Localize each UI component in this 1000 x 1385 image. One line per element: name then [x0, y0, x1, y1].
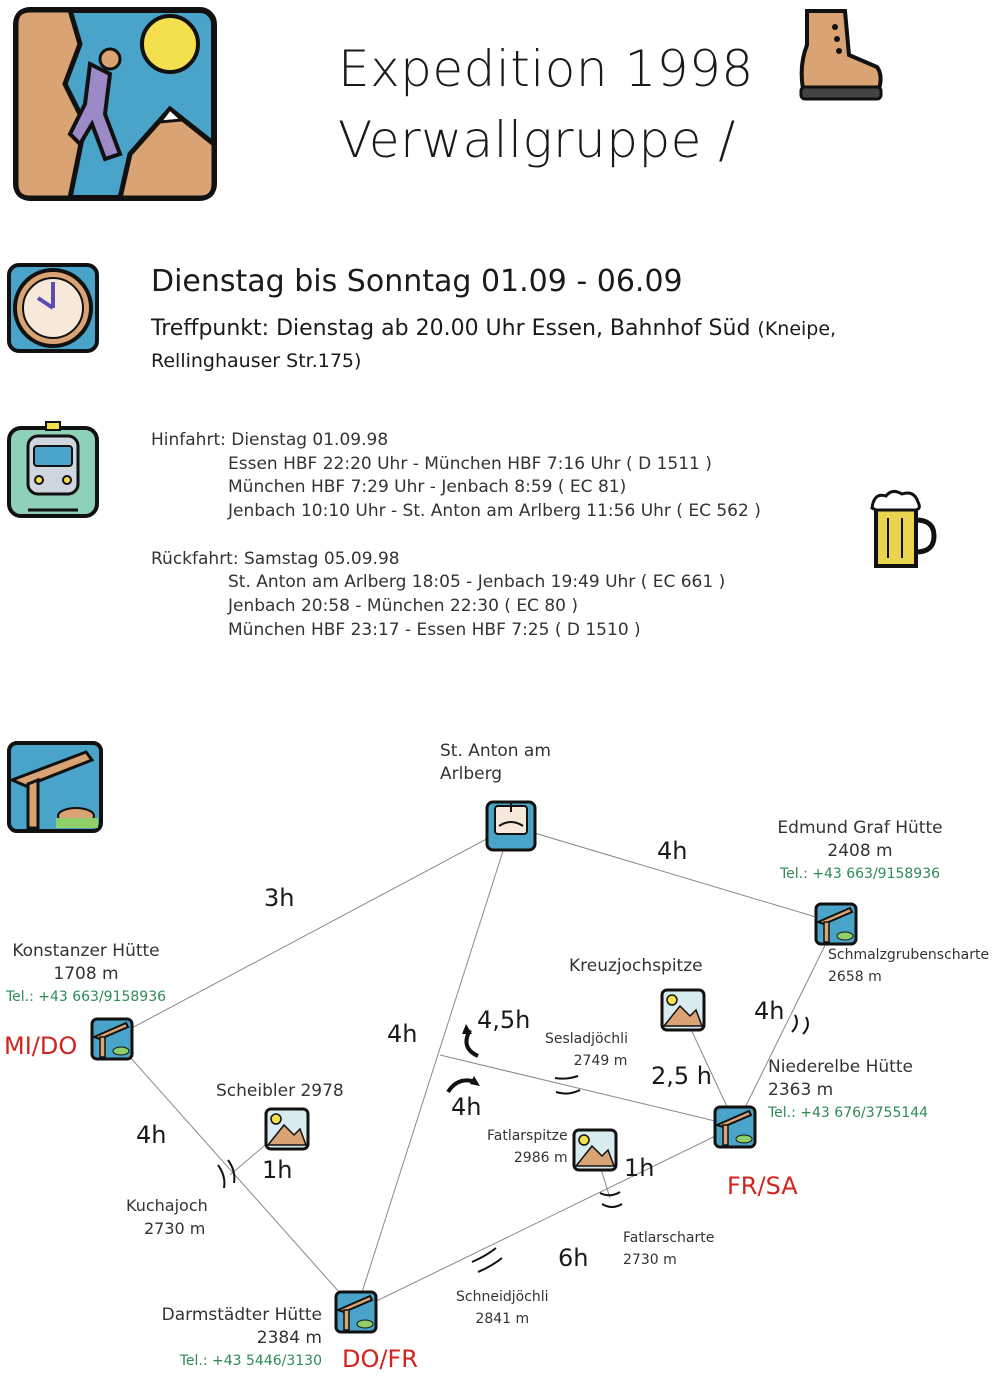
- duration-label: 4h: [136, 1121, 167, 1149]
- sesla-alt: 2749 m: [573, 1053, 628, 1069]
- fatlarspitze-alt: 2986 m: [513, 1150, 568, 1166]
- hut-icon: [814, 902, 858, 946]
- niederelbe-label: [768, 1056, 928, 1125]
- outbound-leg: München HBF 7:29 Uhr - Jenbach 8:59 ( EC 81): [228, 477, 627, 498]
- meeting-main: Treffpunkt: Dienstag ab 20.00 Uhr Essen, Bahnhof Süd: [151, 316, 751, 341]
- return-leg: München HBF 23:17 - Essen HBF 7:25 ( D 1510 ): [228, 619, 641, 640]
- schneid-name: Schneidjöchli: [456, 1289, 549, 1305]
- duration-label: 2,5 h: [651, 1062, 713, 1090]
- darmstaedter-label: [150, 1304, 322, 1373]
- konstanzer-label: [0, 940, 172, 1009]
- niederelbe-name: Niederelbe Hütte: [768, 1057, 913, 1077]
- fatlarscharte-label: [623, 1227, 714, 1271]
- duration-label: 6h: [558, 1244, 589, 1272]
- kuchajoch-alt: 2730 m: [144, 1219, 206, 1238]
- scheibler-label: Scheibler 2978: [216, 1081, 344, 1101]
- sesla-label: [545, 1028, 628, 1072]
- konstanzer-tel: Tel.: +43 663/9158936: [5, 989, 167, 1005]
- return-leg: St. Anton am Arlberg 18:05 - Jenbach 19:49 Uhr ( EC 661 ): [228, 572, 726, 593]
- return-label: Rückfahrt: Samstag 05.09.98: [151, 548, 400, 569]
- meeting-paren: (Kneipe,: [757, 318, 837, 340]
- fatlarscharte-name: Fatlarscharte: [623, 1230, 715, 1246]
- duration-label: 4h: [754, 997, 785, 1025]
- konstanzer-day: MI/DO: [4, 1032, 78, 1060]
- hut-icon: [713, 1105, 757, 1149]
- page-title-line2: Verwallgruppe /: [338, 111, 736, 169]
- kuchajoch-label: [126, 1194, 208, 1240]
- hut-icon: [90, 1017, 134, 1061]
- darmstaedter-name: Darmstädter Hütte: [161, 1305, 322, 1325]
- page-title-line1: Expedition 1998: [338, 40, 754, 98]
- duration-label: 1h: [624, 1154, 655, 1182]
- darmstaedter-tel: Tel.: +43 5446/3130: [179, 1353, 322, 1369]
- mountain-icon: [264, 1107, 310, 1151]
- schneid-alt: 2841 m: [475, 1311, 530, 1327]
- duration-label: 4h: [657, 837, 688, 865]
- duration-label: 4h: [387, 1020, 418, 1048]
- outbound-label: Hinfahrt: Dienstag 01.09.98: [151, 430, 389, 450]
- schmalz-label: [828, 944, 989, 988]
- cablecar-icon: [485, 800, 537, 852]
- hut-icon: [6, 740, 104, 834]
- stanton-line1: St. Anton am: [440, 741, 551, 761]
- kuchajoch-name: Kuchajoch: [126, 1196, 208, 1215]
- fatlarspitze-label: [487, 1125, 568, 1169]
- schneid-label: [456, 1286, 549, 1330]
- stanton-label: [440, 740, 551, 786]
- return-leg: Jenbach 20:58 - München 22:30 ( EC 80 ): [228, 595, 579, 616]
- outbound-leg: Essen HBF 22:20 Uhr - München HBF 7:16 Uhr ( D 1511 ): [228, 453, 712, 474]
- schmalz-alt: 2658 m: [828, 969, 882, 985]
- outbound-leg: Jenbach 10:10 Uhr - St. Anton am Arlberg 11:56 Uhr ( EC 562 ): [228, 501, 761, 522]
- stanton-line2: Arlberg: [440, 764, 503, 784]
- hut-icon: [334, 1290, 378, 1334]
- fatlarspitze-name: Fatlarspitze: [487, 1128, 568, 1144]
- niederelbe-day: FR/SA: [727, 1172, 798, 1200]
- duration-label: 4,5h: [477, 1006, 531, 1034]
- darmstaedter-alt: 2384 m: [256, 1328, 322, 1348]
- kreuz-label: Kreuzjochspitze: [569, 956, 703, 976]
- date-range: Dienstag bis Sonntag 01.09 - 06.09: [151, 264, 683, 299]
- sesla-name: Sesladjöchli: [545, 1031, 628, 1047]
- darmstaedter-day: DO/FR: [342, 1345, 418, 1373]
- duration-label: 4h: [451, 1093, 482, 1121]
- duration-label: 1h: [262, 1156, 293, 1184]
- konstanzer-name: Konstanzer Hütte: [12, 941, 160, 961]
- niederelbe-tel: Tel.: +43 676/3755144: [768, 1105, 929, 1121]
- edmund-alt: 2408 m: [827, 841, 893, 861]
- konstanzer-alt: 1708 m: [53, 964, 119, 984]
- mountain-icon: [660, 988, 706, 1032]
- fatlarscharte-alt: 2730 m: [623, 1252, 677, 1268]
- edmund-tel: Tel.: +43 663/9158936: [779, 866, 941, 882]
- duration-label: 3h: [264, 884, 295, 912]
- schmalz-name: Schmalzgrubenscharte: [828, 947, 990, 963]
- mountain-icon: [572, 1128, 618, 1172]
- edmund-name: Edmund Graf Hütte: [777, 818, 943, 838]
- niederelbe-alt: 2363 m: [768, 1080, 834, 1100]
- meeting-line2: Rellinghauser Str.175): [151, 350, 362, 372]
- edmund-label: [760, 817, 960, 886]
